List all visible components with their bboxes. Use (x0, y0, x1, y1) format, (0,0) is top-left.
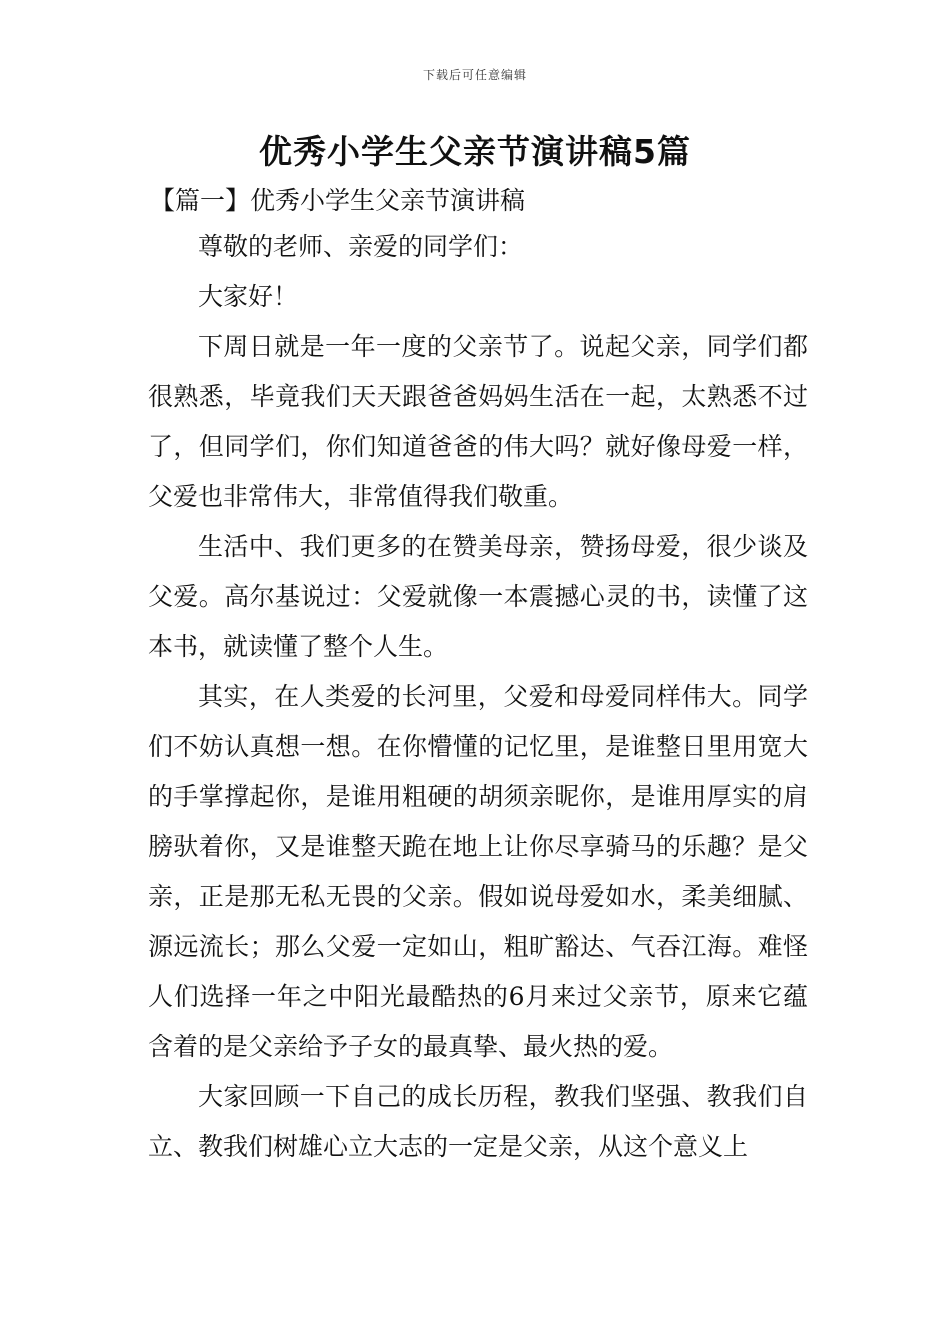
paragraph: 大家回顾一下自己的成长历程，教我们坚强、教我们自立、教我们树雄心立大志的一定是父亲，从这个意义上 (148, 1082, 808, 1161)
document-body (148, 222, 808, 1172)
document-title: 优秀小学生父亲节演讲稿5篇 (259, 132, 691, 171)
paragraph: 生活中、我们更多的在赞美母亲，赞扬母爱，很少谈及父爱。高尔基说过：父爱就像一本震撼心灵的书，读懂了这本书，就读懂了整个人生。 (148, 532, 808, 661)
section-heading: 【篇一】优秀小学生父亲节演讲稿 (150, 186, 526, 215)
paragraph: 下周日就是一年一度的父亲节了。说起父亲，同学们都很熟悉，毕竟我们天天跟爸爸妈妈生活在一起，太熟悉不过了，但同学们，你们知道爸爸的伟大吗？就好像母爱一样，父爱也非常伟大，非常值得我们敬重。 (148, 332, 808, 511)
header-note: 下载后可任意编辑 (422, 68, 527, 82)
paragraph-hello: 大家好！ (198, 282, 299, 311)
paragraph: 其实，在人类爱的长河里，父爱和母爱同样伟大。同学们不妨认真想一想。在你懵懂的记忆里，是谁整日里用宽大的手掌撑起你，是谁用粗硬的胡须亲昵你，是谁用厚实的肩膀驮着你，又是谁整天跪在地上让你尽享骑马的乐趣？是父亲，正是那无私无畏的父亲。假如说母爱如水，柔美细腻、源远流长；那么父爱一定如山，粗旷豁达、气吞江海。难怪人们选择一年之中阳光最酷热的6月来过父亲节，原来它蕴含着的是父亲给予子女的最真挚、最火热的爱。 (148, 682, 808, 1061)
paragraph-greeting: 尊敬的老师、亲爱的同学们： (198, 232, 524, 261)
